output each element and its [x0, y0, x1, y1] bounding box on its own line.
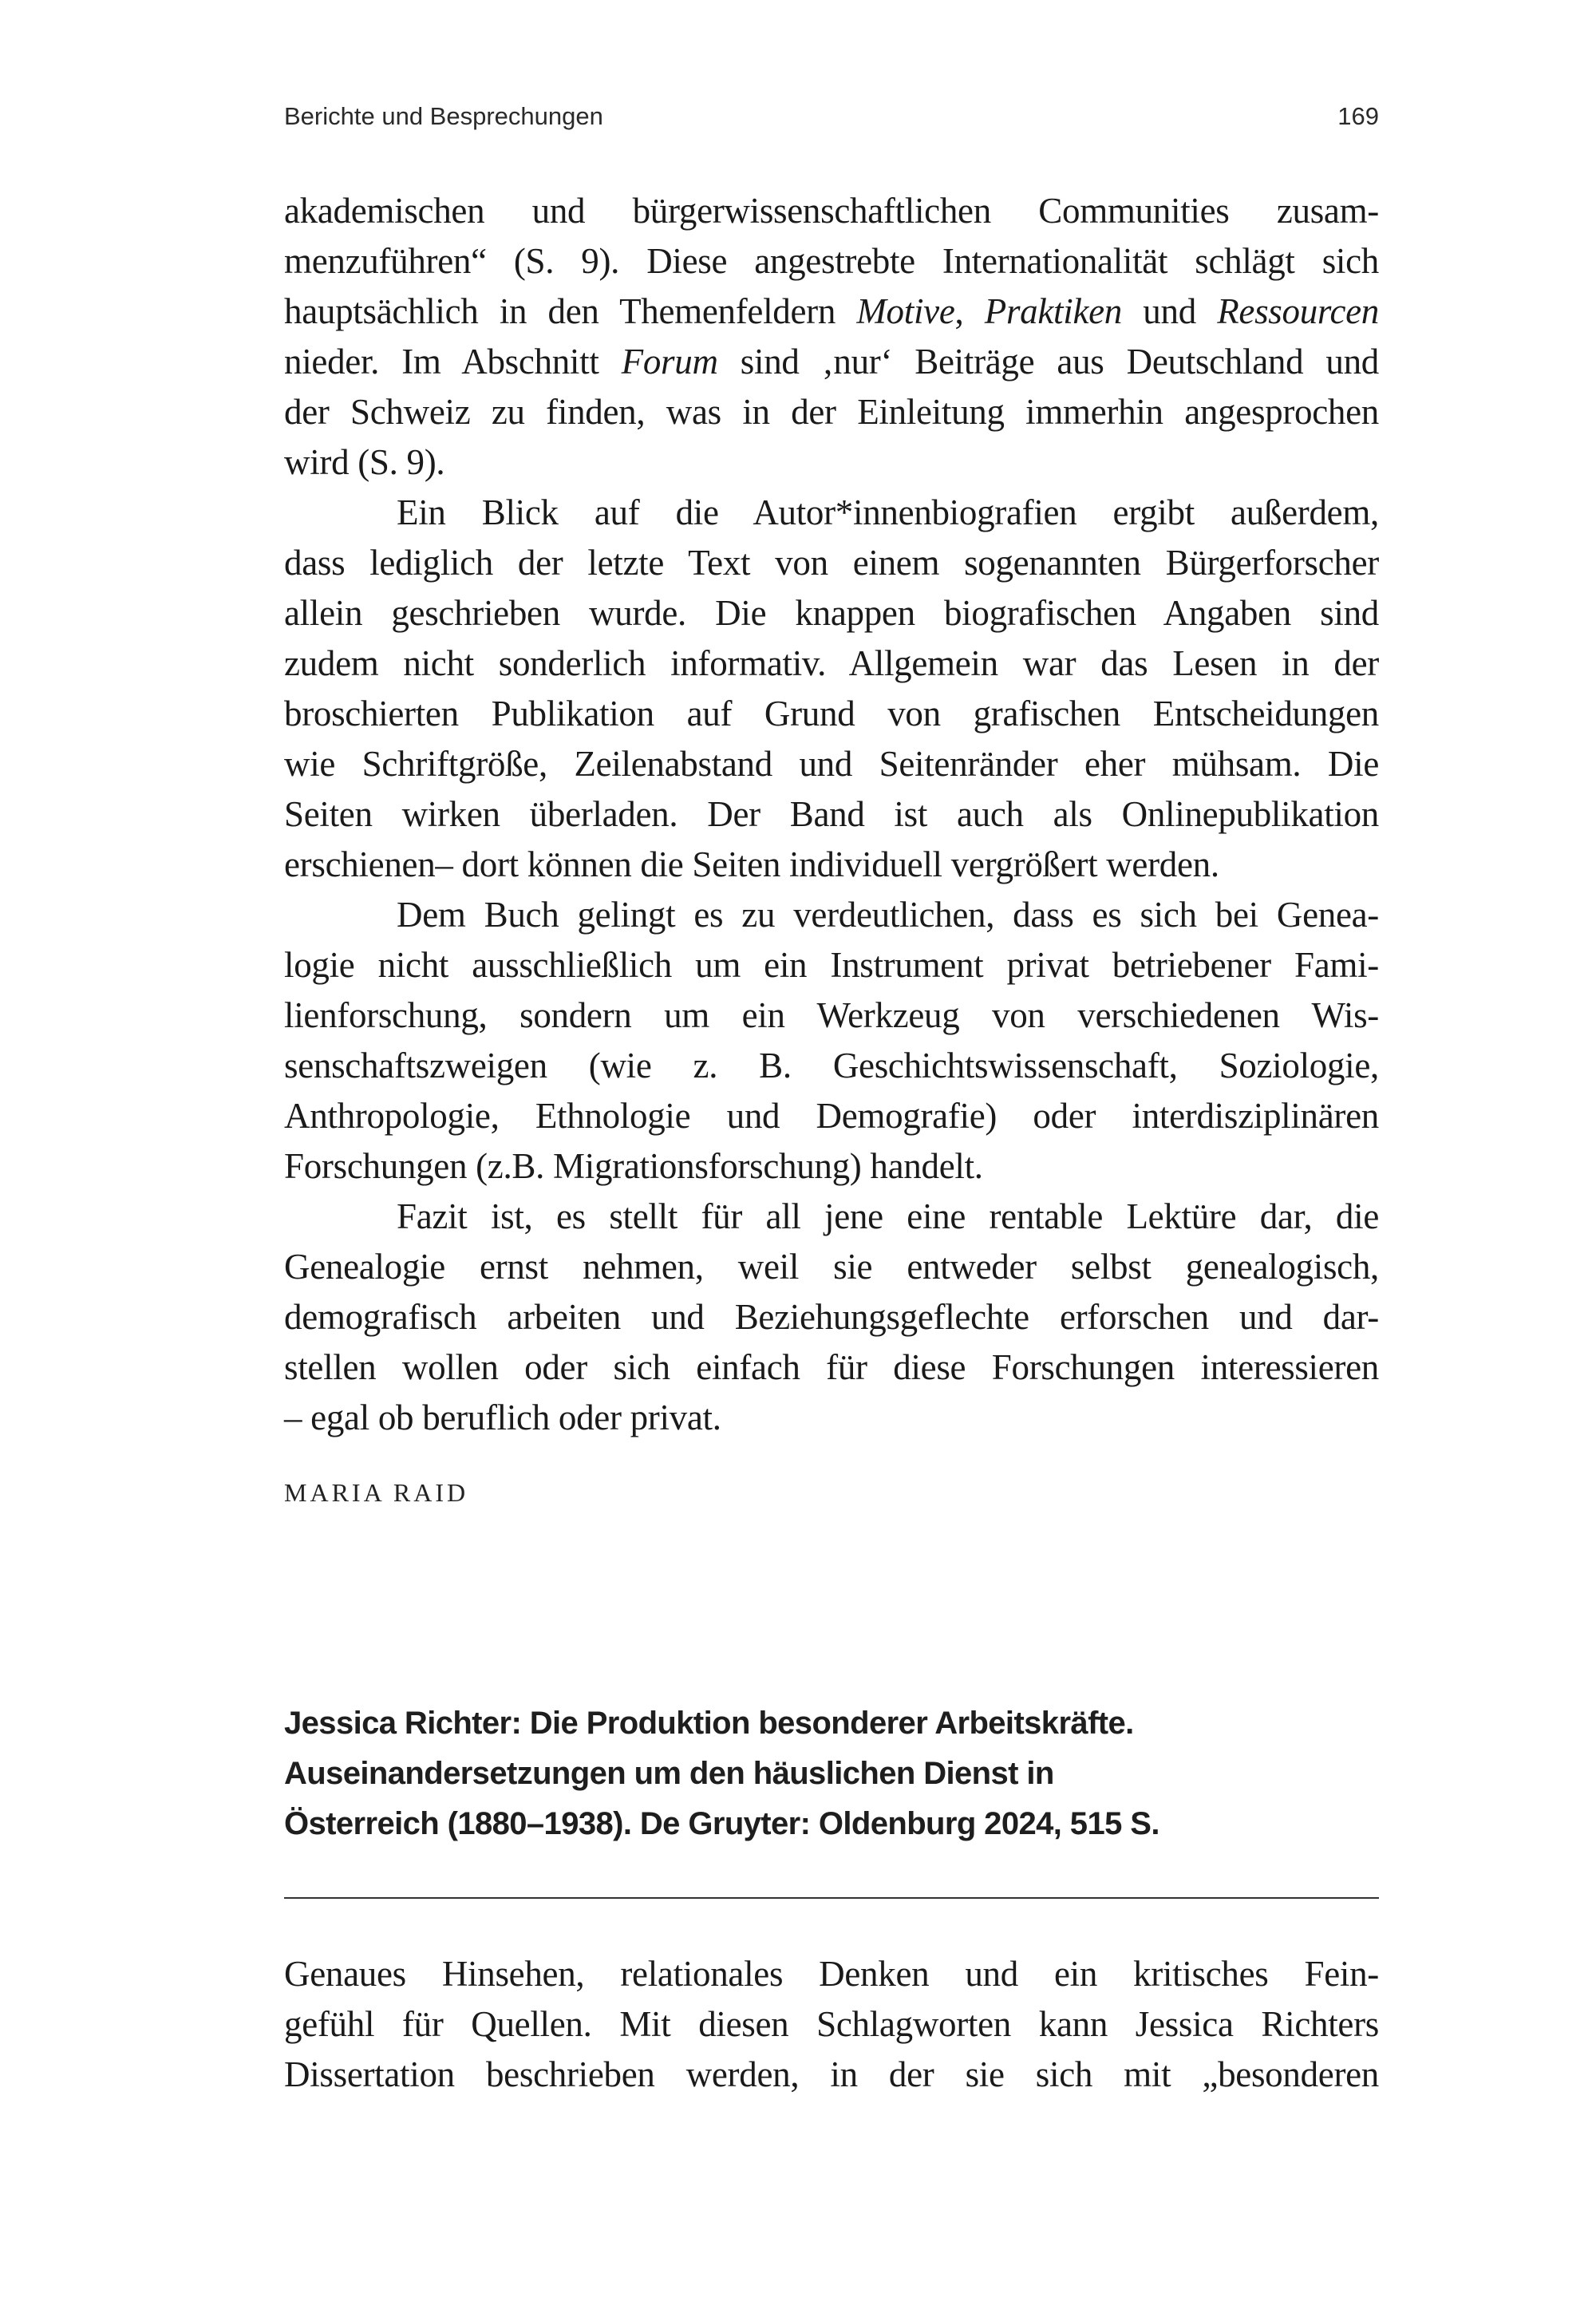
text-line	[284, 387, 1379, 437]
text-segment: Seiten wirken überladen. Der Band ist auch als Onlinepublikation	[284, 794, 1379, 834]
text-segment: nieder. Im Abschnitt	[284, 342, 622, 382]
text-line	[284, 890, 1379, 940]
text-segment: und	[1122, 291, 1218, 331]
text-line	[284, 1949, 1379, 1999]
text-segment: Ein Blick auf die Autor*innenbiografien ergibt außerdem,	[397, 492, 1379, 532]
text-line	[284, 2050, 1379, 2100]
text-segment: senschaftszweigen (wie z. B. Geschichtswissenschaft, Soziologie,	[284, 1046, 1379, 1085]
text-segment: gefühl für Quellen. Mit diesen Schlagworten kann Jessica Richters	[284, 2004, 1379, 2044]
italic-text: Motive	[856, 291, 955, 331]
review-body-text	[284, 186, 1379, 1443]
text-line	[284, 1091, 1379, 1141]
text-line	[284, 236, 1379, 287]
review-author: MARIA RAID	[284, 1478, 469, 1507]
text-segment: der Schweiz zu finden, was in der Einleitung immerhin angesprochen	[284, 392, 1379, 432]
text-line	[284, 538, 1379, 588]
running-head: Berichte und Besprechungen	[284, 102, 603, 130]
text-segment: logie nicht ausschließlich um ein Instrument privat betriebener Fami-	[284, 945, 1379, 985]
text-line	[284, 1192, 1379, 1242]
text-line	[284, 1393, 1379, 1443]
italic-text: Forum	[621, 342, 718, 382]
text-segment: demografisch arbeiten und Beziehungsgeflechte erforschen und dar-	[284, 1297, 1379, 1337]
title-line: Österreich (1880–1938). De Gruyter: Oldenburg 2024, 515 S.	[284, 1806, 1159, 1841]
text-segment: menzuführen“ (S. 9). Diese angestrebte Internationalität schlägt sich	[284, 241, 1379, 281]
text-line	[284, 337, 1379, 387]
text-segment: hauptsächlich in den Themenfeldern	[284, 291, 857, 331]
text-segment: Anthropologie, Ethnologie und Demografie) oder interdisziplinären	[284, 1096, 1379, 1136]
text-segment: Dem Buch gelingt es zu verdeutlichen, dass es sich bei Genea-	[397, 895, 1379, 935]
text-line	[284, 789, 1379, 840]
text-line	[284, 840, 1379, 890]
title-line: Jessica Richter: Die Produktion besonderer Arbeitskräfte.	[284, 1706, 1134, 1741]
text-segment: Genaues Hinsehen, relationales Denken und ein kritisches Fein-	[284, 1954, 1379, 1994]
text-line	[284, 1292, 1379, 1342]
page-number: 169	[1337, 102, 1379, 130]
text-segment: Fazit ist, es stellt für all jene eine rentable Lektüre dar, die	[397, 1196, 1379, 1236]
text-segment: sind ‚nur‘ Beiträge aus Deutschland und	[717, 342, 1379, 382]
text-line	[284, 689, 1379, 739]
text-line	[284, 287, 1379, 337]
review-body-text-2	[284, 1949, 1379, 2100]
text-segment: stellen wollen oder sich einfach für diese Forschungen interessieren	[284, 1347, 1379, 1387]
text-line	[284, 186, 1379, 236]
title-line: Auseinandersetzungen um den häuslichen Dienst in	[284, 1756, 1054, 1791]
text-segment: Dissertation beschrieben werden, in der sie sich mit „besonderen	[284, 2054, 1379, 2094]
text-segment: allein geschrieben wurde. Die knappen biografischen Angaben sind	[284, 593, 1379, 633]
italic-text: Praktiken	[984, 291, 1122, 331]
text-line	[284, 1342, 1379, 1393]
text-line	[284, 940, 1379, 990]
italic-text: Ressourcen	[1217, 291, 1379, 331]
text-segment: lienforschung, sondern um ein Werkzeug von verschiedenen Wis-	[284, 995, 1379, 1035]
text-line	[284, 488, 1379, 538]
text-segment: Forschungen (z.B. Migrationsforschung) handelt.	[284, 1146, 983, 1186]
text-line	[284, 1242, 1379, 1292]
text-line	[284, 588, 1379, 639]
text-segment: wird (S. 9).	[284, 442, 445, 482]
text-segment: akademischen und bürgerwissenschaftlichen Communities zusam-	[284, 191, 1379, 231]
text-line	[284, 639, 1379, 689]
text-line	[284, 1999, 1379, 2050]
text-line	[284, 739, 1379, 789]
text-segment: – egal ob beruflich oder privat.	[284, 1398, 721, 1437]
text-segment: Genealogie ernst nehmen, weil sie entweder selbst genealogisch,	[284, 1247, 1379, 1287]
text-line	[284, 1141, 1379, 1192]
horizontal-rule	[284, 1897, 1379, 1899]
review-book-title	[284, 1698, 1159, 1849]
text-line	[284, 437, 1379, 488]
text-segment: zudem nicht sonderlich informativ. Allgemein war das Lesen in der	[284, 643, 1379, 683]
text-segment: wie Schriftgröße, Zeilenabstand und Seitenränder eher mühsam. Die	[284, 744, 1379, 784]
text-line	[284, 990, 1379, 1041]
text-segment: erschienen– dort können die Seiten individuell vergrößert werden.	[284, 844, 1219, 884]
text-segment: ,	[954, 291, 985, 331]
text-segment: broschierten Publikation auf Grund von grafischen Entscheidungen	[284, 694, 1379, 733]
text-line	[284, 1041, 1379, 1091]
text-segment: dass lediglich der letzte Text von einem sogenannten Bürgerforscher	[284, 543, 1379, 583]
